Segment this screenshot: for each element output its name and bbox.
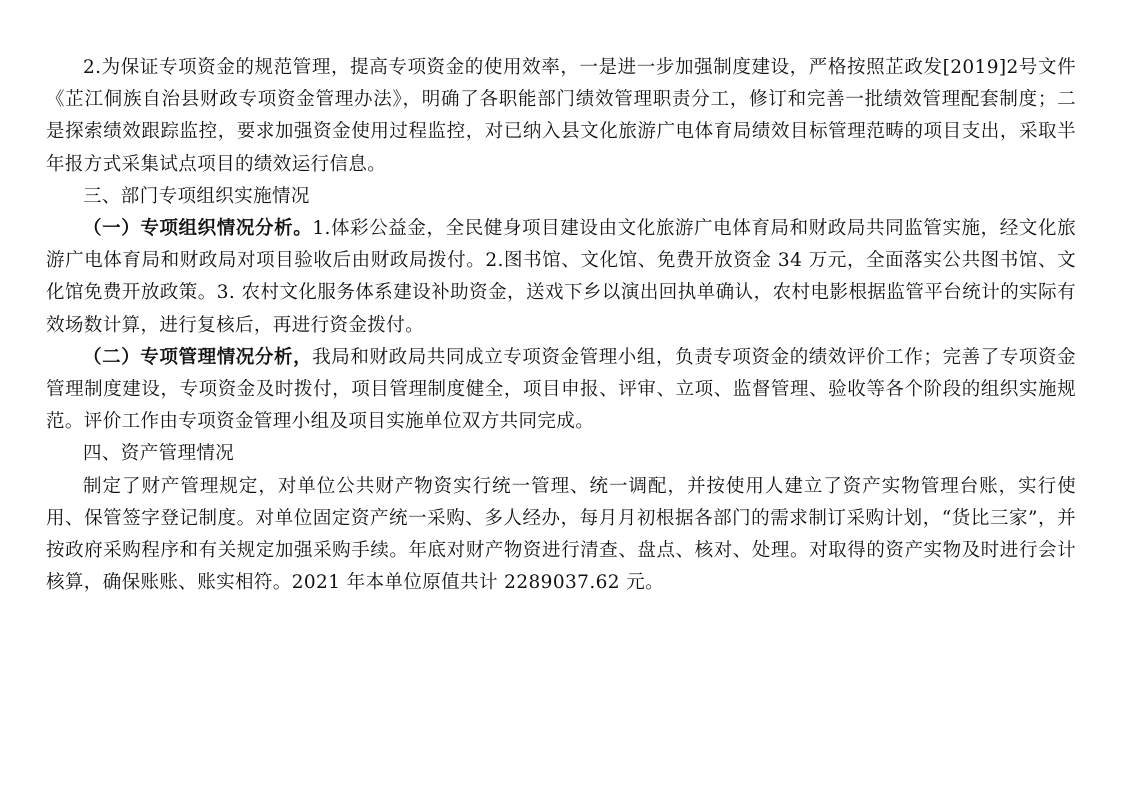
subheading-organization: （一）专项组织情况分析。: [83, 218, 313, 240]
paragraph-organization-body: 1.体彩公益金，全民健身项目建设由文化旅游广电体育局和财政局共同监管实施，经文化旅游广电体育局和财政局对项目验收后由财政局拨付。2.图书馆、文化馆、免费开放资金 34 万元，全面落实公共图书馆、文化馆免费开放政策。3. 农村文化服务体系建设补助资金，送戏下乡以演出回执单确认，农村电影根据监管平台统计的实际有效场数计算，进行复核后，再进行资金拨付。: [46, 218, 1076, 336]
paragraph-organization-analysis: [46, 213, 1076, 342]
section-heading-3: 三、部门专项组织实施情况: [83, 185, 310, 207]
paragraph-asset-management: 制定了财产管理规定，对单位公共财产物资实行统一管理、统一调配，并按使用人建立了资产实物管理台账，实行使用、保管签字登记制度。对单位固定资产统一采购、多人经办，每月月初根据各部门的需求制订采购计划，“货比三家”，并按政府采购程序和有关规定加强采购手续。年底对财产物资进行清查、盘点、核对、处理。对取得的资产实物及时进行会计核算，确保账账、账实相符。2021 年本单位原值共计 2289037.62 元。: [46, 475, 1076, 594]
paragraph-fund-management: 2.为保证专项资金的规范管理，提高专项资金的使用效率，一是进一步加强制度建设，严格按照芷政发[2019]2号文件《芷江侗族自治县财政专项资金管理办法》，明确了各职能部门绩效管理职责分工，修订和完善一批绩效管理配套制度；二是探索绩效跟踪监控，要求加强资金使用过程监控，对已纳入县文化旅游广电体育局绩效目标管理范畴的项目支出，采取半年报方式采集试点项目的绩效运行信息。: [46, 57, 1076, 175]
paragraph-management-body: 我局和财政局共同成立专项资金管理小组，负责专项资金的绩效评价工作；完善了专项资金管理制度建设，专项资金及时拨付，项目管理制度健全，项目申报、评审、立项、监督管理、验收等各个阶段的组织实施规范。评价工作由专项资金管理小组及项目实施单位双方共同完成。: [46, 346, 1076, 433]
document-page: [46, 52, 1076, 599]
paragraph-management-analysis: [46, 342, 1076, 439]
section-heading-4: 四、资产管理情况: [83, 443, 235, 465]
subheading-management: （二）专项管理情况分析，: [83, 346, 313, 368]
